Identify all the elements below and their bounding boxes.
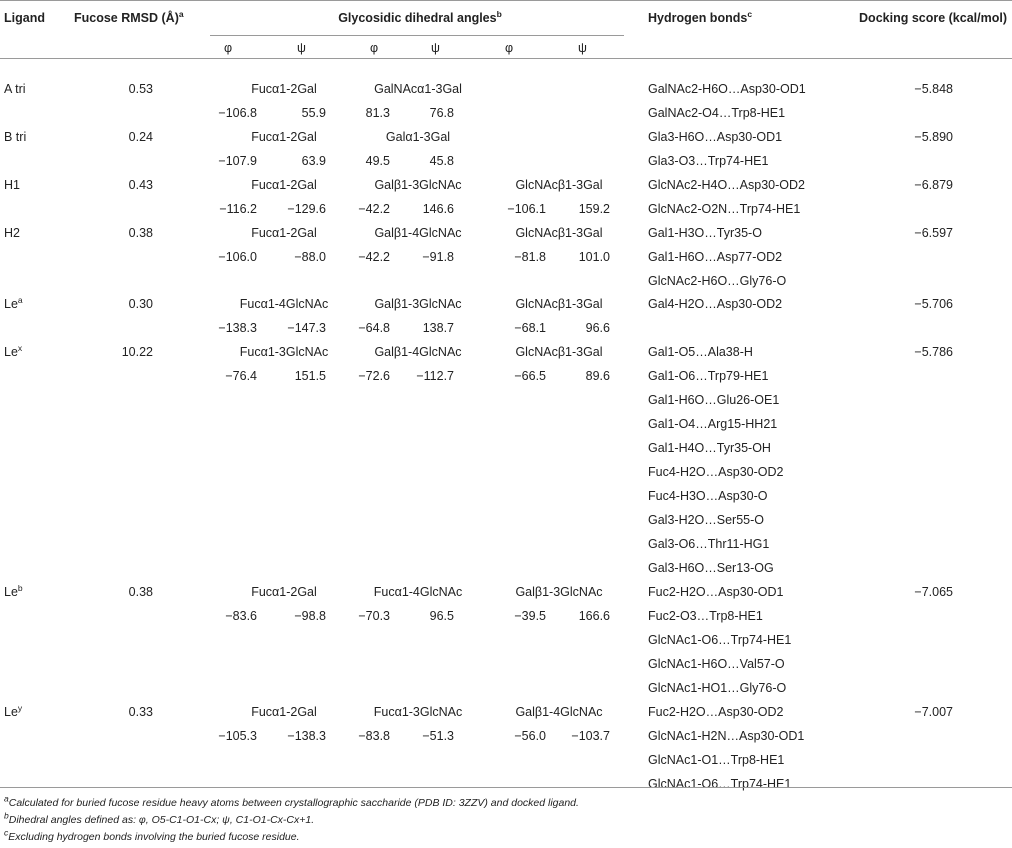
linkage-name: GlcNAcβ1-3Gal bbox=[515, 297, 603, 311]
footnote-mark: a bbox=[4, 793, 9, 804]
linkage-name: Galβ1-3GlcNAc bbox=[374, 297, 462, 311]
phi-value: −116.2 bbox=[219, 202, 257, 216]
psi-value: 151.5 bbox=[294, 369, 326, 383]
header-bottom-rule bbox=[0, 58, 1012, 59]
header-psi: ψ bbox=[578, 41, 587, 55]
hydrogen-bond: GlcNAc1-H6O…Val57-O bbox=[648, 657, 785, 671]
header-psi: ψ bbox=[297, 41, 306, 55]
linkage-name: Fucα1-2Gal bbox=[251, 178, 317, 192]
hydrogen-bond: Gal3-H6O…Ser13-OG bbox=[648, 561, 774, 575]
header-ligand: Ligand bbox=[4, 11, 45, 25]
rmsd-value: 0.33 bbox=[128, 705, 153, 719]
psi-value: 159.2 bbox=[578, 202, 610, 216]
hydrogen-bond: Fuc2-H2O…Asp30-OD1 bbox=[648, 585, 784, 599]
docking-score: −6.597 bbox=[914, 226, 953, 240]
hydrogen-bond: Gal1-H4O…Tyr35-OH bbox=[648, 441, 771, 455]
docking-score: −5.890 bbox=[914, 130, 953, 144]
phi-value: −72.6 bbox=[358, 369, 390, 383]
psi-value: 45.8 bbox=[429, 154, 454, 168]
header-hbonds-footnote: c bbox=[747, 8, 753, 19]
hydrogen-bond: GalNAc2-H6O…Asp30-OD1 bbox=[648, 82, 806, 96]
phi-value: −83.6 bbox=[225, 609, 257, 623]
footnote-mark: c bbox=[4, 827, 9, 838]
linkage-name: Galβ1-3GlcNAc bbox=[515, 585, 603, 599]
linkage-name: Fucα1-3GlcNAc bbox=[239, 345, 329, 359]
linkage-name: Fucα1-2Gal bbox=[251, 585, 317, 599]
phi-value: −64.8 bbox=[358, 321, 390, 335]
linkage-name: Fucα1-2Gal bbox=[251, 705, 317, 719]
phi-value: −83.8 bbox=[358, 729, 390, 743]
ligand-superscript: x bbox=[17, 342, 23, 353]
linkage-name: Fucα1-2Gal bbox=[251, 130, 317, 144]
phi-value: −138.3 bbox=[218, 321, 257, 335]
footnote bbox=[4, 793, 1004, 810]
angles-rule bbox=[210, 35, 624, 36]
psi-value: −51.3 bbox=[422, 729, 454, 743]
top-rule bbox=[0, 0, 1012, 1]
footnote bbox=[4, 827, 1004, 844]
hydrogen-bond: Gal1-O6…Trp79-HE1 bbox=[648, 369, 769, 383]
phi-value: −42.2 bbox=[358, 202, 390, 216]
linkage-name: GlcNAcβ1-3Gal bbox=[515, 178, 603, 192]
hydrogen-bond: GlcNAc1-HO1…Gly76-O bbox=[648, 681, 787, 695]
hydrogen-bond: GlcNAc1-H2N…Asp30-OD1 bbox=[648, 729, 805, 743]
phi-value: 81.3 bbox=[365, 106, 390, 120]
ligand-name: Le$^a$ bbox=[4, 294, 23, 311]
ligand-name: H1 bbox=[4, 178, 20, 192]
ligand-name: A tri bbox=[4, 82, 26, 96]
hydrogen-bond: Gal1-H3O…Tyr35-O bbox=[648, 226, 762, 240]
phi-value: −106.1 bbox=[507, 202, 546, 216]
rmsd-value: 0.43 bbox=[128, 178, 153, 192]
footnote-text: Dihedral angles defined as: φ, O5-C1-O1-Cx; ψ, C1-O1-Cx-Cx+1. bbox=[8, 814, 315, 826]
psi-value: −91.8 bbox=[422, 250, 454, 264]
phi-value: −42.2 bbox=[358, 250, 390, 264]
hydrogen-bond: GlcNAc1-O1…Trp8-HE1 bbox=[648, 753, 785, 767]
phi-value: −106.8 bbox=[218, 106, 257, 120]
hydrogen-bond: Gal1-H6O…Glu26-OE1 bbox=[648, 393, 780, 407]
linkage-name: Fucα1-4GlcNAc bbox=[373, 585, 463, 599]
docking-score: −5.786 bbox=[914, 345, 953, 359]
psi-value: 76.8 bbox=[429, 106, 454, 120]
header-hbonds: Hydrogen bonds$^c$ bbox=[648, 8, 753, 25]
phi-value: −56.0 bbox=[514, 729, 546, 743]
ligand-name: Le$^y$ bbox=[4, 702, 23, 719]
psi-value: −147.3 bbox=[287, 321, 326, 335]
hydrogen-bond: Fuc4-H3O…Asp30-O bbox=[648, 489, 768, 503]
psi-value: −103.7 bbox=[571, 729, 610, 743]
hydrogen-bond: Gla3-H6O…Asp30-OD1 bbox=[648, 130, 783, 144]
psi-value: 166.6 bbox=[578, 609, 610, 623]
hydrogen-bond: Gal1-H6O…Asp77-OD2 bbox=[648, 250, 783, 264]
rmsd-value: 0.30 bbox=[128, 297, 153, 311]
header-angles: Glycosidic dihedral angles$^b$ bbox=[338, 8, 502, 25]
hydrogen-bond: Fuc2-O3…Trp8-HE1 bbox=[648, 609, 763, 623]
phi-value: −70.3 bbox=[358, 609, 390, 623]
psi-value: −129.6 bbox=[287, 202, 326, 216]
linkage-name: Galβ1-4GlcNAc bbox=[515, 705, 603, 719]
phi-value: −68.1 bbox=[514, 321, 546, 335]
docking-score: −5.848 bbox=[914, 82, 953, 96]
psi-value: 138.7 bbox=[422, 321, 454, 335]
docking-score: −7.065 bbox=[914, 585, 953, 599]
rmsd-value: 0.53 bbox=[128, 82, 153, 96]
header-score: Docking score (kcal/mol) bbox=[859, 11, 1007, 25]
hydrogen-bond: Gal3-H2O…Ser55-O bbox=[648, 513, 765, 527]
hydrogen-bond: Fuc2-H2O…Asp30-OD2 bbox=[648, 705, 784, 719]
psi-value: −88.0 bbox=[294, 250, 326, 264]
ligand-superscript: b bbox=[17, 582, 23, 593]
linkage-name: GalNAcα1-3Gal bbox=[374, 82, 462, 96]
rmsd-value: 0.24 bbox=[128, 130, 153, 144]
header-rmsd-footnote: a bbox=[178, 8, 184, 19]
psi-value: −98.8 bbox=[294, 609, 326, 623]
header-angles-footnote: b bbox=[496, 8, 502, 19]
hydrogen-bond: GlcNAc1-O6…Trp74-HE1 bbox=[648, 633, 792, 647]
header-rmsd: Fucose RMSD (Å)$^a$ bbox=[74, 8, 184, 25]
linkage-name: Fucα1-2Gal bbox=[251, 82, 317, 96]
hydrogen-bond: Gal3-O6…Thr11-HG1 bbox=[648, 537, 770, 551]
footnote-mark: b bbox=[4, 810, 9, 821]
docking-score: −6.879 bbox=[914, 178, 953, 192]
phi-value: −106.0 bbox=[218, 250, 257, 264]
header-phi: φ bbox=[505, 41, 514, 55]
phi-value: −66.5 bbox=[514, 369, 546, 383]
linkage-name: Galβ1-4GlcNAc bbox=[374, 226, 462, 240]
linkage-name: Fucα1-2Gal bbox=[251, 226, 317, 240]
psi-value: −112.7 bbox=[416, 369, 454, 383]
psi-value: 101.0 bbox=[578, 250, 610, 264]
psi-value: 96.5 bbox=[429, 609, 454, 623]
linkage-name: Fucα1-4GlcNAc bbox=[239, 297, 329, 311]
hydrogen-bond: GlcNAc2-O2N…Trp74-HE1 bbox=[648, 202, 801, 216]
hydrogen-bond: GlcNAc2-H4O…Asp30-OD2 bbox=[648, 178, 805, 192]
bottom-rule bbox=[0, 787, 1012, 788]
header-phi: φ bbox=[370, 41, 379, 55]
ligand-superscript: a bbox=[17, 294, 23, 305]
ligand-name: H2 bbox=[4, 226, 20, 240]
phi-value: 49.5 bbox=[365, 154, 390, 168]
linkage-name: GlcNAcβ1-3Gal bbox=[515, 226, 603, 240]
psi-value: 146.6 bbox=[422, 202, 454, 216]
header-phi: φ bbox=[224, 41, 233, 55]
linkage-name: GlcNAcβ1-3Gal bbox=[515, 345, 603, 359]
rmsd-value: 10.22 bbox=[121, 345, 153, 359]
psi-value: 89.6 bbox=[585, 369, 610, 383]
docking-score: −7.007 bbox=[914, 705, 953, 719]
phi-value: −107.9 bbox=[218, 154, 257, 168]
hydrogen-bond: Gal1-O5…Ala38-H bbox=[648, 345, 753, 359]
hydrogen-bond: Gal4-H2O…Asp30-OD2 bbox=[648, 297, 783, 311]
ligand-name: Le$^x$ bbox=[4, 342, 23, 359]
rmsd-value: 0.38 bbox=[128, 585, 153, 599]
footnote bbox=[4, 810, 1004, 827]
phi-value: −76.4 bbox=[225, 369, 257, 383]
linkage-name: Galβ1-3GlcNAc bbox=[374, 178, 462, 192]
footnote-text: Excluding hydrogen bonds involving the buried fucose residue. bbox=[8, 831, 300, 843]
docking-score: −5.706 bbox=[914, 297, 953, 311]
psi-value: 55.9 bbox=[301, 106, 326, 120]
psi-value: 63.9 bbox=[301, 154, 326, 168]
hydrogen-bond: GlcNAc2-H6O…Gly76-O bbox=[648, 274, 787, 288]
hydrogen-bond: Fuc4-H2O…Asp30-OD2 bbox=[648, 465, 784, 479]
linkage-name: Galβ1-4GlcNAc bbox=[374, 345, 462, 359]
linkage-name: Galα1-3Gal bbox=[385, 130, 451, 144]
hydrogen-bond: GlcNAc1-O6…Trp74-HE1 bbox=[648, 777, 792, 791]
footnote-text: Calculated for buried fucose residue heavy atoms between crystallographic saccharide (PDB ID: 3ZZV) and docked ligand. bbox=[8, 797, 579, 809]
psi-value: −138.3 bbox=[287, 729, 326, 743]
phi-value: −81.8 bbox=[514, 250, 546, 264]
phi-value: −39.5 bbox=[514, 609, 546, 623]
ligand-name: Le$^b$ bbox=[4, 582, 23, 599]
psi-value: 96.6 bbox=[585, 321, 610, 335]
hydrogen-bond: Gal1-O4…Arg15-HH21 bbox=[648, 417, 778, 431]
ligand-superscript: y bbox=[17, 702, 23, 713]
hydrogen-bond: Gla3-O3…Trp74-HE1 bbox=[648, 154, 769, 168]
linkage-name: Fucα1-3GlcNAc bbox=[373, 705, 463, 719]
phi-value: −105.3 bbox=[218, 729, 257, 743]
header-psi: ψ bbox=[431, 41, 440, 55]
rmsd-value: 0.38 bbox=[128, 226, 153, 240]
ligand-name: B tri bbox=[4, 130, 27, 144]
hydrogen-bond: GalNAc2-O4…Trp8-HE1 bbox=[648, 106, 786, 120]
